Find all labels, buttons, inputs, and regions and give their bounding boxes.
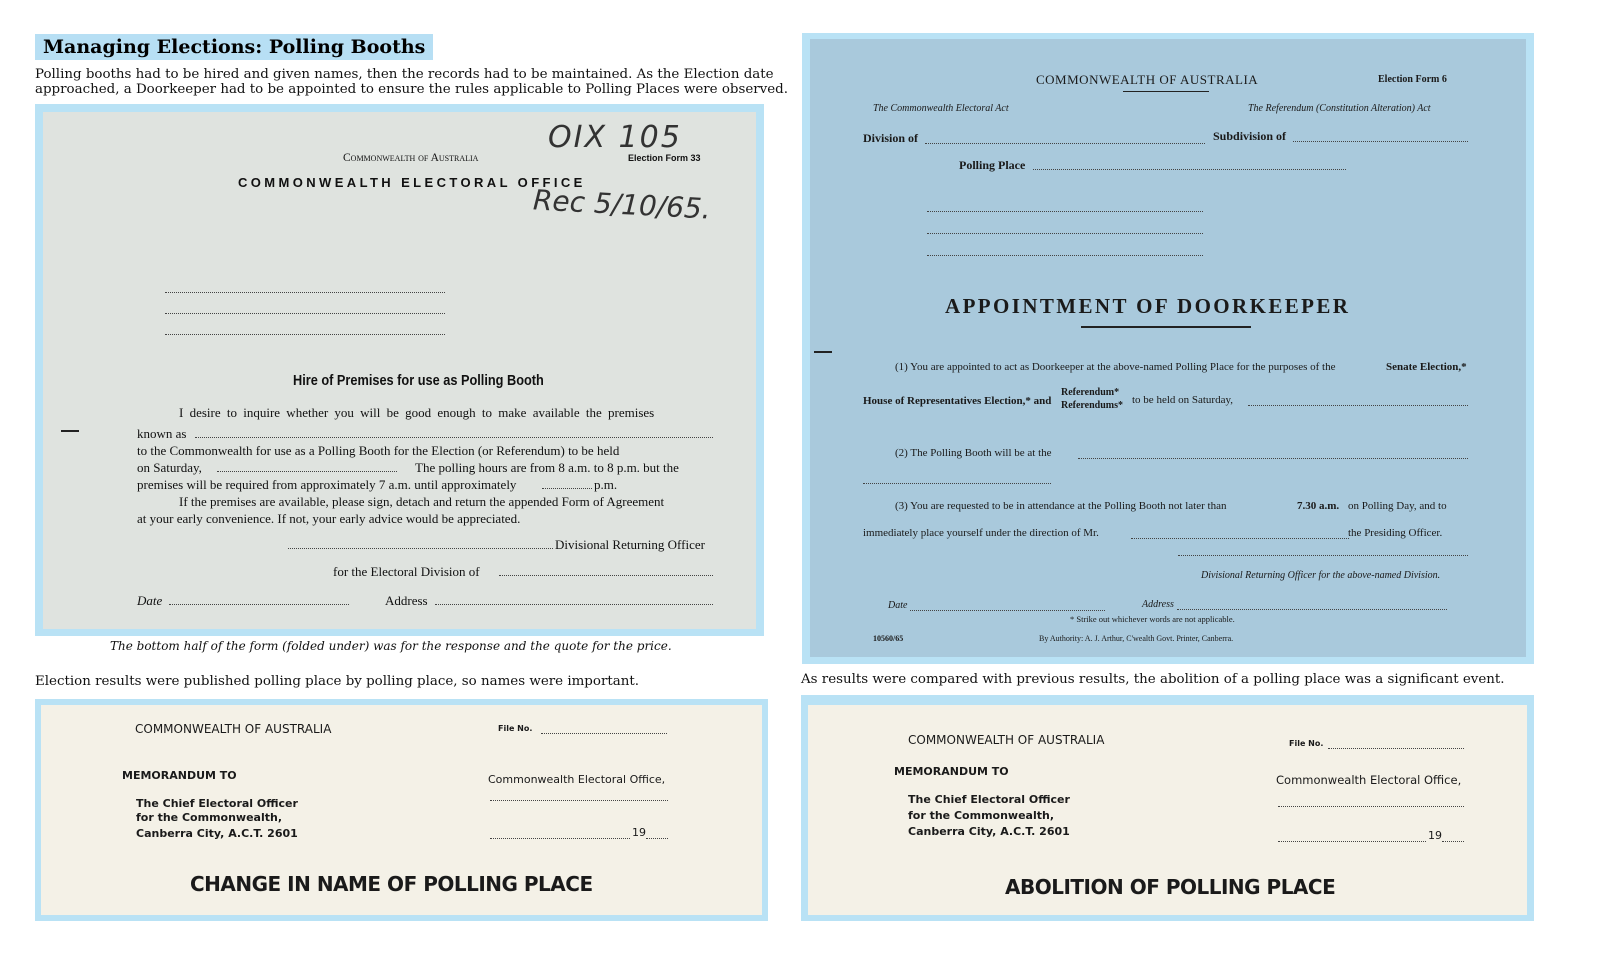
form6-heading: COMMONWEALTH OF AUSTRALIA (1036, 72, 1259, 87)
booth-line-2 (863, 475, 1051, 484)
memo-abolition-addr2: for the Commonwealth, (908, 809, 1055, 822)
form33-body-7: at your early convenience. If not, your early advice would be appreciated. (137, 511, 521, 526)
form33-paper (43, 112, 756, 629)
form33-body-4a: on Saturday, (137, 460, 202, 475)
memo-change-image (35, 699, 768, 921)
form33-body-4b: The polling hours are from 8 a.m. to 8 p.m. but the (415, 460, 679, 475)
memo-change-file-no: File No. (498, 724, 533, 733)
address-line (1177, 599, 1447, 610)
memo-abolition-office: Commonwealth Electoral Office, (1276, 773, 1462, 787)
date-line (169, 592, 349, 605)
office-line (490, 800, 668, 801)
page-title: Managing Elections: Polling Booths (35, 34, 433, 60)
form33-date-label: Date (137, 593, 163, 608)
form6-p1b: Senate Election,* (1386, 361, 1467, 373)
memo-change-addr2: for the Commonwealth, (136, 811, 283, 824)
note-abolition: As results were compared with previous results, the abolition of a polling place was a significant event. (801, 672, 1505, 687)
title-rule (1081, 326, 1251, 328)
file-no-line (1328, 739, 1464, 749)
intro-text: Polling booths had to be hired and given names, then the records had to be maintained. As the Election date approached, a Doorkeeper had to be appointed to ensure the rules applicable to Polling Places were observed. (35, 67, 789, 97)
saturday-line (217, 459, 397, 472)
memo-change-heading: COMMONWEALTH OF AUSTRALIA (135, 722, 332, 736)
address-line (435, 592, 713, 605)
address-line-3 (165, 334, 445, 335)
year-line (1442, 830, 1464, 842)
memo-abolition-addr3: Canberra City, A.C.T. 2601 (908, 825, 1070, 838)
memo-change-office: Commonwealth Electoral Office, (488, 773, 666, 786)
form33-body-1: I desire to inquire whether you will be good enough to make available the premises (179, 405, 655, 420)
heading-rule (1123, 91, 1209, 92)
address-line-2 (927, 233, 1203, 234)
form33-body-3: to the Commonwealth for use as a Polling Booth for the Election (or Referendum) to be held (137, 443, 620, 458)
form33-heading: Commonwealth of Australia (343, 152, 479, 164)
form6-address-label: Address (1142, 599, 1174, 610)
polling-place-line (1033, 157, 1346, 170)
form6-date-label: Date (888, 600, 908, 611)
form6-footnote: * Strike out whichever words are not applicable. (1070, 614, 1235, 624)
date-line (1278, 830, 1426, 842)
memo-change-to: MEMORANDUM TO (122, 769, 237, 782)
form6-printer: By Authority: A. J. Arthur, C'wealth Govt. Printer, Canberra. (1039, 634, 1234, 643)
form6-p1f: to be held on Saturday, (1132, 394, 1234, 406)
memo-abolition-paper (808, 705, 1527, 915)
form33-division: for the Electoral Division of (333, 564, 480, 579)
form33-body-2: known as (137, 426, 187, 441)
memo-abolition-title: ABOLITION OF POLLING PLACE (1005, 875, 1336, 899)
form33-signoff: Divisional Returning Officer (555, 537, 705, 552)
form33-image (35, 104, 764, 636)
form33-address-label: Address (385, 593, 428, 608)
memo-change-year: 19 (632, 826, 646, 839)
booth-line (1078, 446, 1468, 459)
memo-abolition-file-no: File No. (1289, 739, 1324, 748)
form6-title: APPOINTMENT OF DOORKEEPER (945, 294, 1351, 318)
form6-form-no: Election Form 6 (1378, 74, 1447, 85)
year-line (646, 827, 668, 839)
saturday-line (1248, 393, 1468, 406)
address-line-2 (165, 313, 445, 314)
form6-p1d: Referendum* (1061, 387, 1120, 398)
form6-p3b: 7.30 a.m. (1297, 500, 1340, 512)
fold-mark (814, 351, 832, 353)
form6-p3d: immediately place yourself under the direction of Mr. (863, 527, 1099, 539)
form33-title: Hire of Premises for use as Polling Booth (293, 372, 544, 389)
form33-handwritten-rec: Rec 5/10/65. (532, 183, 712, 226)
address-line-3 (927, 255, 1203, 256)
form6-signoff: Divisional Returning Officer for the above-named Division. (1201, 570, 1441, 581)
form6-p3e: the Presiding Officer. (1348, 527, 1443, 539)
form33-office: COMMONWEALTH ELECTORAL OFFICE (238, 175, 586, 190)
form33-caption: The bottom half of the form (folded under) was for the response and the quote for the price. (110, 639, 672, 653)
note-results: Election results were published polling place by polling place, so names were important. (35, 674, 639, 689)
date-line (910, 600, 1105, 611)
until-line (542, 476, 592, 489)
memo-abolition-image (801, 695, 1534, 921)
signature-line (288, 536, 553, 549)
form6-p1e: Referendums* (1061, 400, 1124, 411)
form6-p2: (2) The Polling Booth will be at the (895, 447, 1052, 459)
signature-line (1178, 555, 1468, 556)
form6-p1a: (1) You are appointed to act as Doorkeeper at the above-named Polling Place for the purposes of the (895, 361, 1336, 373)
memo-change-addr1: The Chief Electoral Officer (136, 797, 298, 810)
form33-body-6: If the premises are available, please sign, detach and return the appended Form of Agreement (179, 494, 665, 509)
subdivision-line (1293, 129, 1468, 142)
form6-act-right: The Referendum (Constitution Alteration) Act (1248, 103, 1431, 114)
form33-form-no: Election Form 33 (628, 153, 701, 163)
form33-handwritten-ref: OIX 105 (548, 120, 682, 155)
form6-subdivision: Subdivision of (1213, 129, 1287, 143)
memo-abolition-heading: COMMONWEALTH OF AUSTRALIA (908, 733, 1105, 747)
fold-mark (61, 430, 79, 432)
address-line-1 (927, 211, 1203, 212)
form6-p1c: House of Representatives Election,* and (863, 395, 1052, 407)
memo-abolition-addr1: The Chief Electoral Officer (908, 793, 1070, 806)
file-no-line (541, 724, 667, 734)
form6-image (802, 33, 1534, 664)
date-line (490, 827, 630, 839)
form6-division: Division of (863, 131, 919, 145)
known-as-line (195, 425, 713, 438)
form6-paper (810, 39, 1526, 657)
memo-change-title: CHANGE IN NAME OF POLLING PLACE (190, 872, 593, 896)
form33-body-5b: p.m. (594, 477, 618, 492)
form6-p3a: (3) You are requested to be in attendance at the Polling Booth not later than (895, 500, 1227, 512)
memo-abolition-year: 19 (1428, 829, 1442, 842)
memo-change-addr3: Canberra City, A.C.T. 2601 (136, 827, 298, 840)
form6-code: 10560/65 (873, 634, 904, 643)
division-line (925, 131, 1205, 144)
form6-act-left: The Commonwealth Electoral Act (873, 103, 1009, 114)
form6-polling-place: Polling Place (959, 158, 1026, 172)
form6-p3c: on Polling Day, and to (1348, 500, 1447, 512)
office-line (1278, 806, 1464, 807)
division-line (499, 563, 713, 576)
address-line-1 (165, 292, 445, 293)
memo-change-paper (41, 705, 762, 915)
form33-body-5a: premises will be required from approximately 7 a.m. until approximately (137, 477, 517, 492)
director-line (1131, 526, 1349, 539)
memo-abolition-to: MEMORANDUM TO (894, 765, 1009, 778)
